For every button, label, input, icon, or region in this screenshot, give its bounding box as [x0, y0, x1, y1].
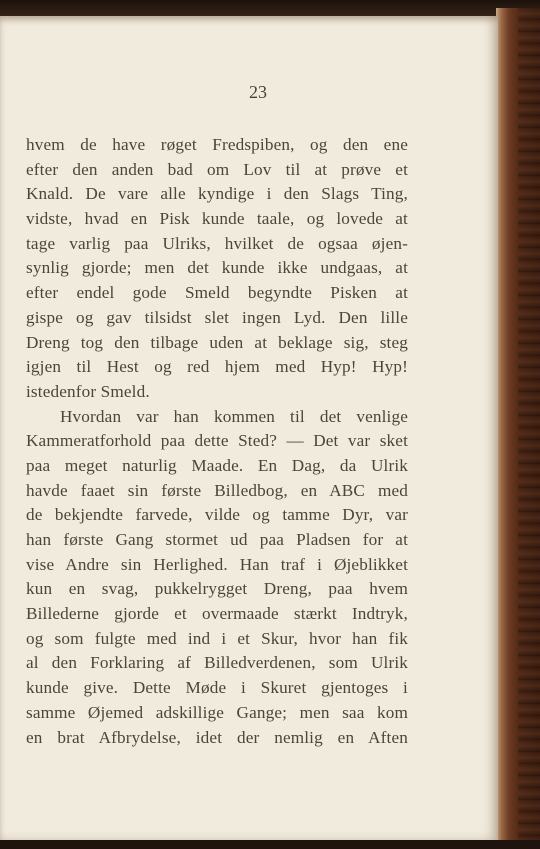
text-line: paa meget naturlig Maade. En Dag, da Ulrik	[26, 455, 408, 475]
book-bottom-edge	[0, 840, 540, 849]
page-number: 23	[249, 82, 267, 102]
book-binding	[496, 8, 540, 849]
text-line: synlig gjorde; men det kunde ikke undgaas, at	[26, 258, 408, 278]
text-line: og som fulgte med ind i et Skur, hvor han fik	[26, 628, 408, 648]
text-line: Kammeratforhold paa dette Sted? — Det var sket	[26, 431, 408, 451]
text-line: Hvordan var han kommen til det venlige	[60, 406, 408, 426]
text-line: al den Forklaring af Billedverdenen, som Ulrik	[26, 653, 408, 673]
text-line: Knald. De vare alle kyndige i den Slags Ting,	[26, 184, 408, 204]
text-line: gispe og gav tilsidst slet ingen Lyd. Den lille	[26, 307, 408, 327]
book-page	[0, 16, 498, 841]
text-line: havde faaet sin første Billedbog, en ABC med	[26, 480, 408, 500]
body-text	[26, 133, 408, 750]
text-line: hvem de have røget Fredspiben, og den ene	[26, 135, 408, 154]
text-line: vise Andre sin Herlighed. Han traf i Øjeblikket	[26, 554, 408, 574]
text-line: igjen til Hest og red hjem med Hyp! Hyp!	[26, 357, 408, 377]
text-line: de bekjendte farvede, vilde og tamme Dyr, var	[26, 505, 408, 525]
text-line: vidste, hvad en Pisk kunde taale, og lovede at	[26, 209, 408, 229]
text-line: istedenfor Smeld.	[26, 381, 150, 401]
text-line: efter den anden bad om Lov til at prøve et	[26, 159, 408, 179]
text-line: en brat Afbrydelse, idet der nemlig en Aften	[26, 727, 408, 747]
text-line: kunde give. Dette Møde i Skuret gjentoges i	[26, 678, 408, 698]
text-line: samme Øjemed adskillige Gange; men saa kom	[26, 702, 408, 722]
text-line: Dreng tog den tilbage uden at beklage sig, steg	[26, 332, 408, 352]
text-line: kun en svag, pukkelrygget Dreng, paa hvem	[26, 579, 408, 599]
text-line: tage varlig paa Ulriks, hvilket de ogsaa øjen-	[26, 233, 408, 253]
text-line: efter endel gode Smeld begyndte Pisken at	[26, 283, 408, 303]
text-line: Billederne gjorde et overmaade stærkt Indtryk,	[26, 604, 408, 624]
text-line: han første Gang stormet ud paa Pladsen for at	[26, 530, 408, 549]
